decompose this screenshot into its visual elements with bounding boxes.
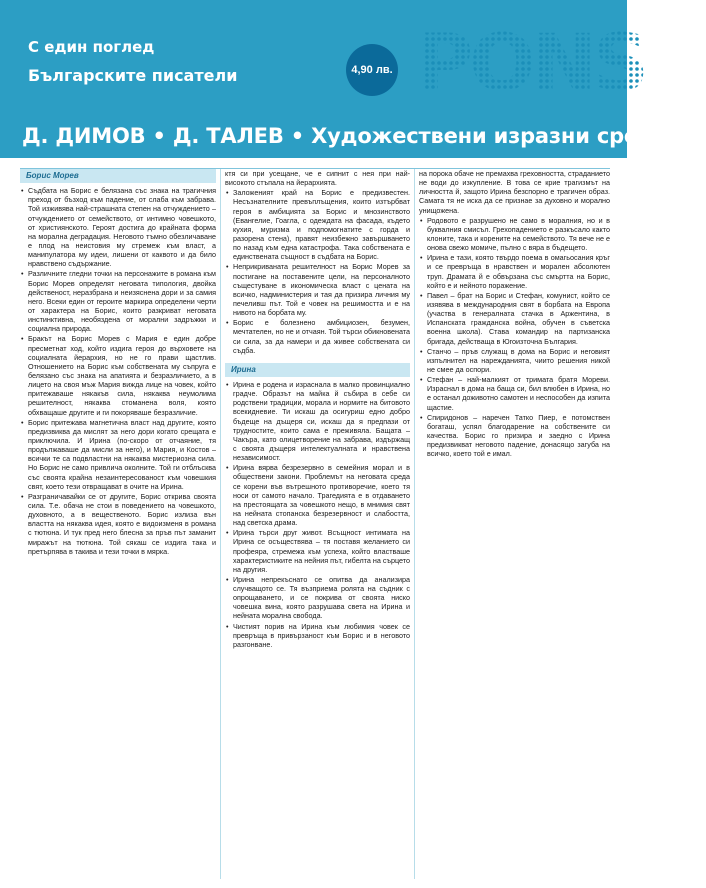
pons-logo	[412, 18, 645, 109]
text-paragraph: • Родовото е разрушено не само в моралния, но и в буквалния смисъл. Грехопадението е разкъсало както клоните, така и корените на семейството. Тя вече не е онова свежо момиче, пълно с вяра в бъдещето.	[419, 216, 610, 253]
text-paragraph: • Ирина непрекъснато се опитва да анализира случващото се. Тя възприема ролята на съдник с опрощаването, и се покрива от своята ниско човешка вина, която разрушава света на Ирина и нейната морална свобода.	[225, 575, 410, 621]
text-paragraph: • Борис е болезнено амбициозен, безумен, мечтателен, но не и отчаян. Той търси обикновената си сила, за да намери и да живее собствената си съдба.	[225, 318, 410, 355]
text-paragraph: • Ирина е тази, която твърдо поема в омагьосания кръг и се превръща в нравствен и морален абсолютен труп. Драмата й е обвързана със смъртта на Борис, който е и нейното поражение.	[419, 253, 610, 290]
text-paragraph: • Стефан – най-малкият от тримата братя Мореви. Израснал в дома на баща си, бил влюбен в Ирина, но е останал доживотно самотен и неспособен да изпита щастие.	[419, 375, 610, 412]
column-1	[20, 169, 216, 879]
text-paragraph: • Заложеният край на Борис е предизвестен. Несъзнателните превъплъщения, които изтърбват героя в амбицията за Борис и мнозинството (Евангелие, Гоагла, с одеждата на фасада, където кухия, муризма и подпомогнатите с горда и разорена стена), правят неизбежно завършването по назад към една катастрофа. Така собствената е единствената същност в съдбата на Борис.	[225, 188, 410, 261]
text-paragraph: • Съдбата на Борис е белязана със знака на трагичния преход от бъзход към падение, от слаба към забрава. Той изживява най-страшната степен на отчуждението – отчуждението от семейството, от интимно човешкото, от християнското. Героят достига до крайната форма на морална деградация. Неговото тъмно обезличаване е плод на неистовия му стремеж към власт, а манипулатора му идеи, лишени от каквото и да било нравствено съдържание.	[20, 186, 216, 268]
text-paragraph: • Неприкриваната решителност на Борис Морев за постигане на поставените цели, на персоналното същестуване в икономическа власт с цената на всичко, надминистерия и тая да призира личния му печеливш път. Той е човек на решимостта и е на нивото на борбата му.	[225, 262, 410, 317]
page-title: Д. ДИМОВ • Д. ТАЛЕВ • Художествени изразни средства	[22, 124, 706, 148]
text-paragraph: • Бракът на Борис Морев с Мария е един добре пресметнат ход, който издига героя до върховете на социалната йерархия, но не го прави щастлив. Отношението на Борис към собствената му съпруга е белязано със знака на апатията и безразличието, а в лицето на своя мъж Мария вижда лице на човек, който притежаваше някакъв сила, някаква неумолима решителност, някаква стоманена воля, която обхващаше другите и ги покоряваше безразличие.	[20, 334, 216, 416]
column-2	[220, 169, 410, 879]
content-columns	[20, 168, 610, 878]
text-paragraph: • Спиридонов – наречен Татко Пиер, е потомствен богаташ, успял благодарение на собствените си качества. Борис го призира и заедно с Ирина предизвикват неговото падение, донасящо загуба на всичко, което той е имал.	[419, 413, 610, 459]
text-paragraph: • Борис притежава магнетична власт над другите, която предизвиква да мислят за него дори когато срещата е приключила. И Ирина (по-скоро от отчаяние, тя продължаваше да мисли за него), и Мария, и Костов – всички те са подвластни на някаква мистериозна сила. Но Борис не само привлича околните. Той ги отблъсква със своята крайна незаинтересованост към човешкия свят, което тези отвращават в очите на Ирина.	[20, 418, 216, 491]
text-paragraph: на порока обаче не премахва греховността, страданието не води до изкупление. В това се крие трагизмът на личността й, защото Ирина безспорно е трагичен образ. Самата тя не иска да се признае за духовно и морално унищожена.	[419, 169, 610, 215]
series-title: С един поглед	[28, 38, 155, 56]
text-paragraph: ктя си при усещане, че е сипнит с нея при най-високото стъпала на йерархията.	[225, 169, 410, 188]
text-paragraph: • Станчо – пръв служащ в дома на Борис и неговият изпълнител на нарежданията, чиито решения никой не смее да оспори.	[419, 347, 610, 374]
book-subtitle: Българските писатели	[28, 66, 238, 85]
text-paragraph: • Павел – брат на Борис и Стефан, комунист, който се изявява в международния свят в борбата на Европа (участва в генералната стачка в Аржентина, в Испанската гражданска война, обучен в съветска военна школа). Става командир на партизанска бригада, действаща в Югоизточна България.	[419, 291, 610, 346]
text-paragraph: • Различните гледни точки на персонажите в романа към Борис Морев определят неговата типология, двойка действеност, неразбрана и неизяснена дори и за самия него. Всеки един от героите маркира определени черти от характера на Борис, които разкриват неговата инстинктивна, необяздена от морални задръжки и социална природа.	[20, 269, 216, 333]
text-paragraph: • Ирина търси друг живот. Всъщност интимата на Ирина се осъществява – тя поставя желанието си профеяра, стремежа към успеха, който властваше характеристиките на нейния път, гибелта на сърцето на другия.	[225, 528, 410, 574]
text-paragraph: • Разграничавайки се от другите, Борис открива своята сила. Т.е. обача не стои в поведението на човешкото, духовното, а в вещественото. Борис излиза вън властта на някаква идея, която е видоизменя в романа с тютюна. И тук пред него блесна за пръв път заманит миражът на тютюна. Той сякаш се издига така и претърпява в такива и тези точки в мярка.	[20, 492, 216, 556]
text-paragraph: • Ирина вярва безрезервно в семейния морал и в обществени закони. Проблемът на неговата среда се корени във вътрешното противоречие, което тя носи от самото начало. Трагедията е в отдаването на престоящата за човешкото нещо, в мнимия свят на нейната стопанска безрезервност и слабостта, над светска драма.	[225, 463, 410, 527]
column-3	[414, 169, 610, 879]
section-heading-irina: Ирина	[225, 363, 410, 377]
svg-text:PONS: PONS	[416, 19, 645, 109]
text-paragraph: • Ирина е родена и израснала в малко провинциално градче. Образът на майка й събира в себе си родствени традиции, морала и нормите на битовото всекидневие. Ти искаш да осигуриш едно добро бъдеще на дъщеря си, искаш да я предпази от трудностите, които сама е преживяла. Бащата – Чакъра, като олицетворение на забрава, издържащ с своята дъщеря интелектуалната и нравствена независимост.	[225, 380, 410, 462]
section-heading-boris: Борис Морев	[20, 169, 216, 183]
text-paragraph: • Чистият порив на Ирина към любимия човек се превръща в привързаност към Борис и в неговото разгонване.	[225, 622, 410, 649]
price-badge: 4,90 лв.	[346, 44, 398, 96]
